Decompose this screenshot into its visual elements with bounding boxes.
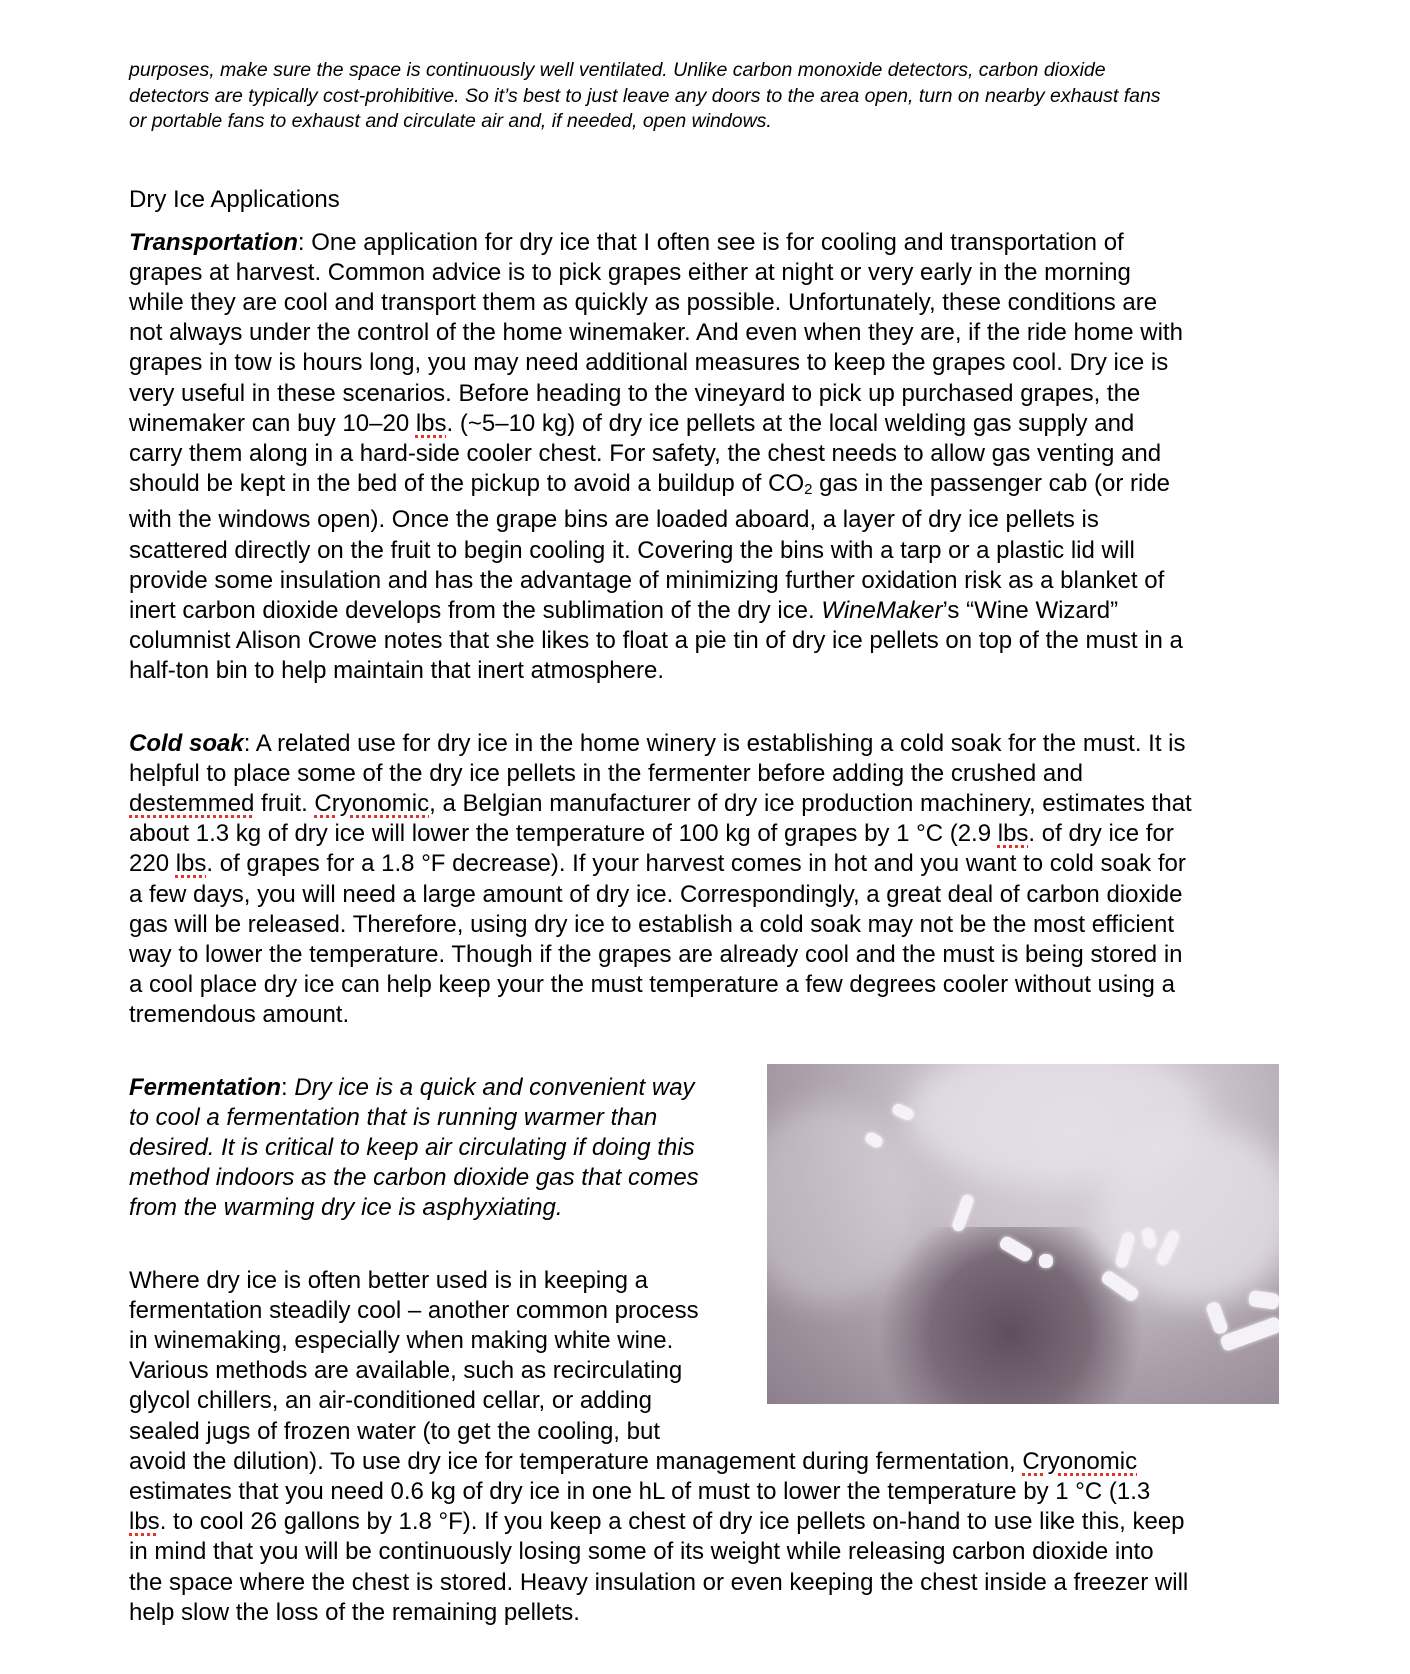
spellcheck-word[interactable]: lbs <box>175 850 207 878</box>
section-heading: Dry Ice Applications <box>129 185 340 213</box>
fermentation-term: Fermentation <box>129 1073 282 1101</box>
transportation-paragraph: Transportation: One application for dry ice that I often see is for cooling and transportation of grapes at harvest. Common advice is to pick grapes either at night or very early in the morning while they are cool and transport them as quickly as possible. Unfortunately, these conditions are not always under the control of the home winemaker. And even when they are, if the ride home with grapes in tow is hours long, you may need additional measures to keep the grapes cool. Dry ice is very useful in these scenarios. Before heading to the vineyard to pick up purchased grapes, the winemaker can buy 10–20 lbs. (~5–10 kg) of dry ice pellets at the local welding gas supply and carry them along in a hard-side cooler chest. For safety, the chest needs to allow gas venting and should be kept in the bed of the pickup to avoid a buildup of $CO_2$ gas in the passenger cab (or ride with the windows open). Once the grape bins are loaded aboard, a layer of dry ice pellets is scattered directly on the fruit to begin cooling it. Covering the bins with a tarp or a plastic lid will provide some insulation and has the advantage of minimizing further oxidation risk as a blanket of inert carbon dioxide develops from the sublimation of the dry ice. WineMaker’s “Wine Wizard” columnist Alison Crowe notes that she likes to float a pie tin of dry ice pellets on top of the must in a half-ton bin to help maintain that inert atmosphere. <box>129 228 1183 685</box>
spellcheck-word[interactable]: lbs <box>129 1508 160 1536</box>
dry-ice-photo <box>767 1064 1279 1404</box>
paragraph-spacer <box>129 687 1289 729</box>
spellcheck-word[interactable]: Cryonomic <box>314 789 430 817</box>
pellet <box>1205 1300 1229 1335</box>
fermentation-section <box>129 1073 1289 1628</box>
document-page <box>129 58 1289 1628</box>
fog <box>1097 1124 1279 1304</box>
fermentation-paragraph: Fermentation: Dry ice is a quick and convenient way to cool a fermentation that is running warmer than desired. It is critical to keep air circulating if doing this method indoors as the carbon dioxide gas that comes from the warming dry ice is asphyxiating. <box>129 1073 699 1222</box>
cold-soak-paragraph: Cold soak: A related use for dry ice in the home winery is establishing a cold soak for the must. It is helpful to place some of the dry ice pellets in the fermenter before adding the crushed and destemmed fruit. Cryonomic, a Belgian manufacturer of dry ice production machinery, estimates that about 1.3 kg of dry ice will lower the temperature of 100 kg of grapes by 1 °C (2.9 lbs. of dry ice for 220 lbs. of grapes for a 1.8 °F decrease). If your harvest comes in hot and you want to cold soak for a few days, you will need a large amount of dry ice. Correspondingly, a great deal of carbon dioxide gas will be released. Therefore, using dry ice to establish a cold soak may not be the most efficient way to lower the temperature. Though if the grapes are already cool and the must is being stored in a cool place dry ice can help keep your the must temperature a few degrees cooler without using a tremendous amount. <box>129 729 1192 1029</box>
spellcheck-word[interactable]: Cryonomic <box>1022 1447 1138 1475</box>
cold-soak-term: Cold soak <box>129 729 244 757</box>
pellet <box>1219 1315 1279 1351</box>
transportation-term: Transportation <box>129 228 298 256</box>
spellcheck-word[interactable]: destemmed <box>129 789 255 817</box>
pellet <box>1039 1254 1053 1268</box>
spellcheck-word[interactable]: lbs <box>997 820 1029 848</box>
fermentation-paragraph-2: Where dry ice is often better used is in keeping a fermentation steadily cool – another common process in winemaking, especially when making white wine. Various methods are available, such as recirculating glycol chillers, an air-conditioned cellar, or adding sealed jugs of frozen water (to get the cooling, but avoid the dilution). To use dry ice for temperature management during fermentation, Cryonomic estimates that you need 0.6 kg of dry ice in one hL of must to lower the temperature by 1 °C (1.3 lbs. to cool 26 gallons by 1.8 °F). If you keep a chest of dry ice pellets on-hand to use like this, keep in mind that you will be continuously losing some of its weight while releasing carbon dioxide into the space where the chest is stored. Heavy insulation or even keeping the chest inside a freezer will help slow the loss of the remaining pellets. <box>129 1266 1189 1626</box>
intro-paragraph: purposes, make sure the space is continuously well ventilated. Unlike carbon monoxide detectors, carbon dioxide detectors are typically cost-prohibitive. So it’s best to just leave any doors to the area open, turn on nearby exhaust fans or portable fans to exhaust and circulate air and, if needed, open windows. <box>129 59 1161 132</box>
spellcheck-word[interactable]: lbs <box>415 409 447 437</box>
pellet <box>1248 1290 1279 1310</box>
